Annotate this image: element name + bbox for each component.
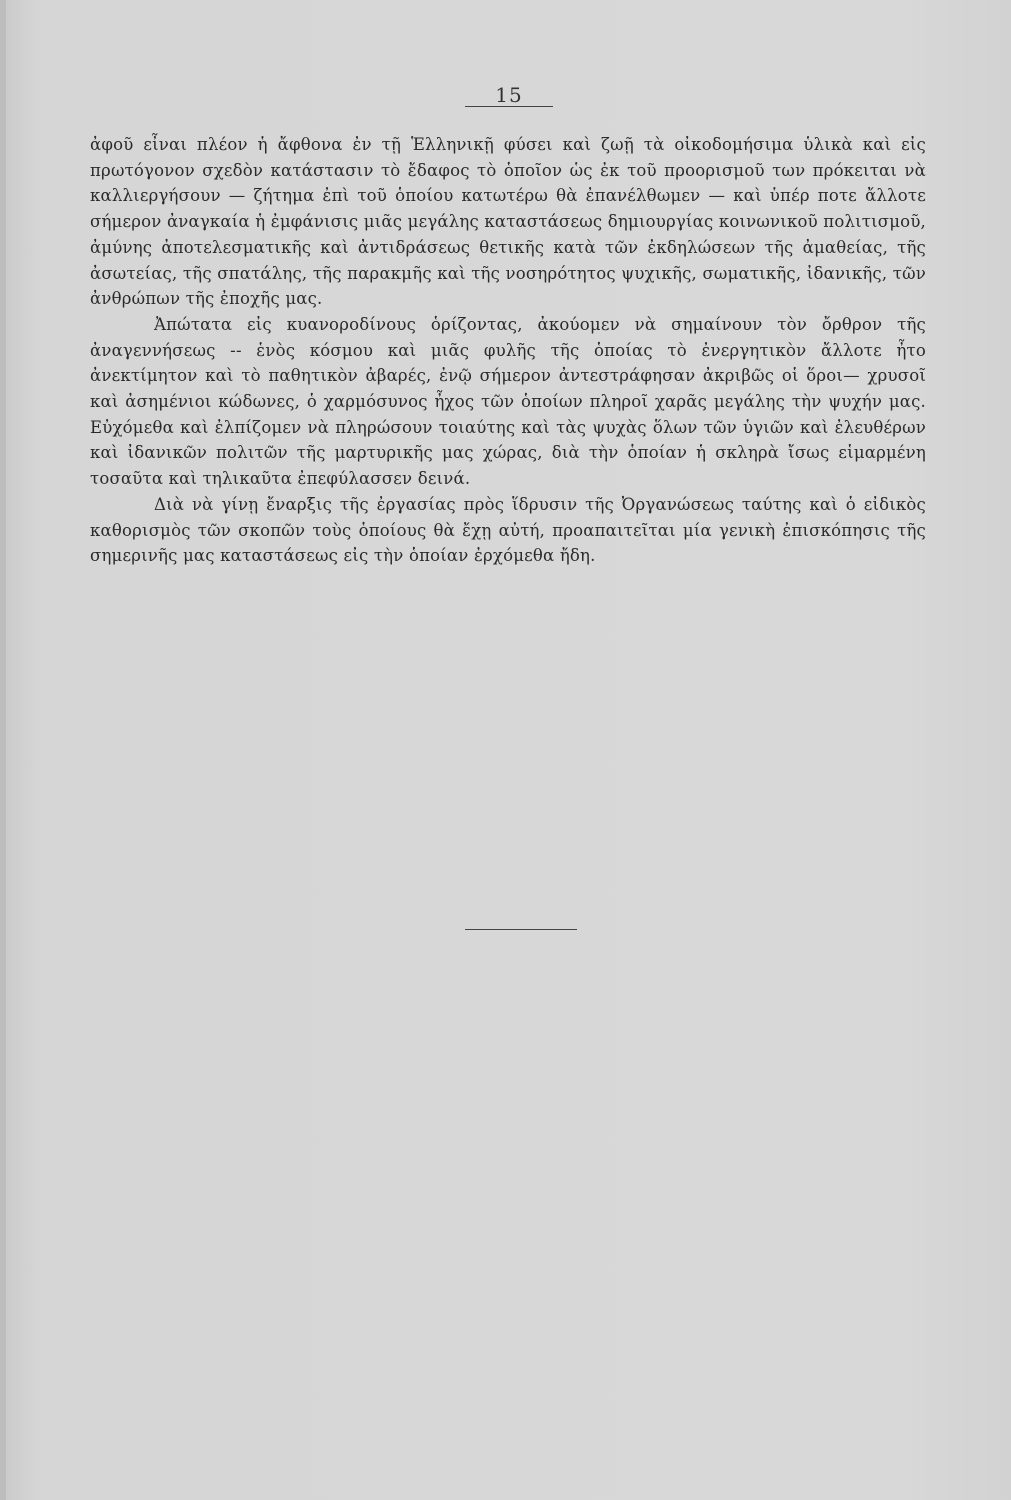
paragraph-1: ἀφοῦ εἶναι πλέον ἡ ἄφθονα ἐν τῇ Ἑλληνικῇ φύσει καὶ ζωῇ τὰ οἰκοδομήσιμα ὑλικὰ καὶ εἰς πρωτόγονον σχεδὸν κατάστασιν τὸ ἔδαφος τὸ ὁποῖον ὡς ἐκ τοῦ προορισμοῦ των πρόκειται νὰ καλλιεργήσουν — ζήτημα ἐπὶ τοῦ ὁποίου κατωτέρω θὰ ἐπανέλθωμεν — καὶ ὑπέρ ποτε ἄλλοτε σήμερον ἀναγκαία ἡ ἐμφάνισις μιᾶς μεγάλης καταστάσεως δημιουργίας κοινωνικοῦ πολιτισμοῦ, ἀμύνης ἀποτελεσματικῆς καὶ ἀντιδράσεως θετικῆς κατὰ τῶν ἐκδηλώσεων τῆς ἀμαθείας, τῆς ἀσωτείας, τῆς σπατάλης, τῆς παρακμῆς καὶ τῆς νοσηρότητος ψυχικῆς, σωματικῆς, ἰδανικῆς, τῶν ἀνθρώπων τῆς ἐποχῆς μας.	[90, 135, 926, 309]
paragraph-3: Διὰ νὰ γίνῃ ἔναρξις τῆς ἐργασίας πρὸς ἵδρυσιν τῆς Ὀργανώσεως ταύτης καὶ ὁ εἰδικὸς καθορισμὸς τῶν σκοπῶν τοὺς ὁποίους θὰ ἔχῃ αὐτή, προαπαιτεῖται μία γενικὴ ἐπισκόπησις τῆς σημερινῆς μας καταστάσεως εἰς τὴν ὁποίαν ἐρχόμεθα ἤδη.	[90, 494, 926, 566]
paragraph-2: Ἀπώτατα εἰς κυανοροδίνους ὁρίζοντας, ἀκούομεν νὰ σημαίνουν τὸν ὄρθρον τῆς ἀναγεννήσεως -- ἑνὸς κόσμου καὶ μιᾶς φυλῆς τῆς ὁποίας τὸ ἐνεργητικὸν ἄλλοτε ἦτο ἀνεκτίμητον καὶ τὸ παθητικὸν ἀβαρές, ἐνῷ σήμερον ἀντεστράφησαν ἀκριβῶς οἱ ὅροι— χρυσοῖ καὶ ἀσημένιοι κώδωνες, ὁ χαρμόσυνος ἦχος τῶν ὁποίων πληροῖ χαρᾶς μεγάλης τὴν ψυχήν μας. Εὐχόμεθα καὶ ἐλπίζομεν νὰ πληρώσουν τοιαύτης καὶ τὰς ψυχὰς ὅλων τῶν ὑγιῶν καὶ ἐλευθέρων καὶ ἰδανικῶν πολιτῶν τῆς μαρτυρικῆς μας χώρας, διὰ τὴν ὁποίαν ἡ σκληρὰ ἴσως εἱμαρμένη τοσαῦτα καὶ τηλικαῦτα ἐπεφύλασσεν δεινά.	[90, 314, 926, 489]
body-text	[90, 132, 926, 569]
page-number: 15	[495, 83, 523, 107]
binding-edge	[0, 0, 6, 1500]
page-number-rule	[465, 106, 553, 107]
section-end-rule	[465, 929, 577, 930]
